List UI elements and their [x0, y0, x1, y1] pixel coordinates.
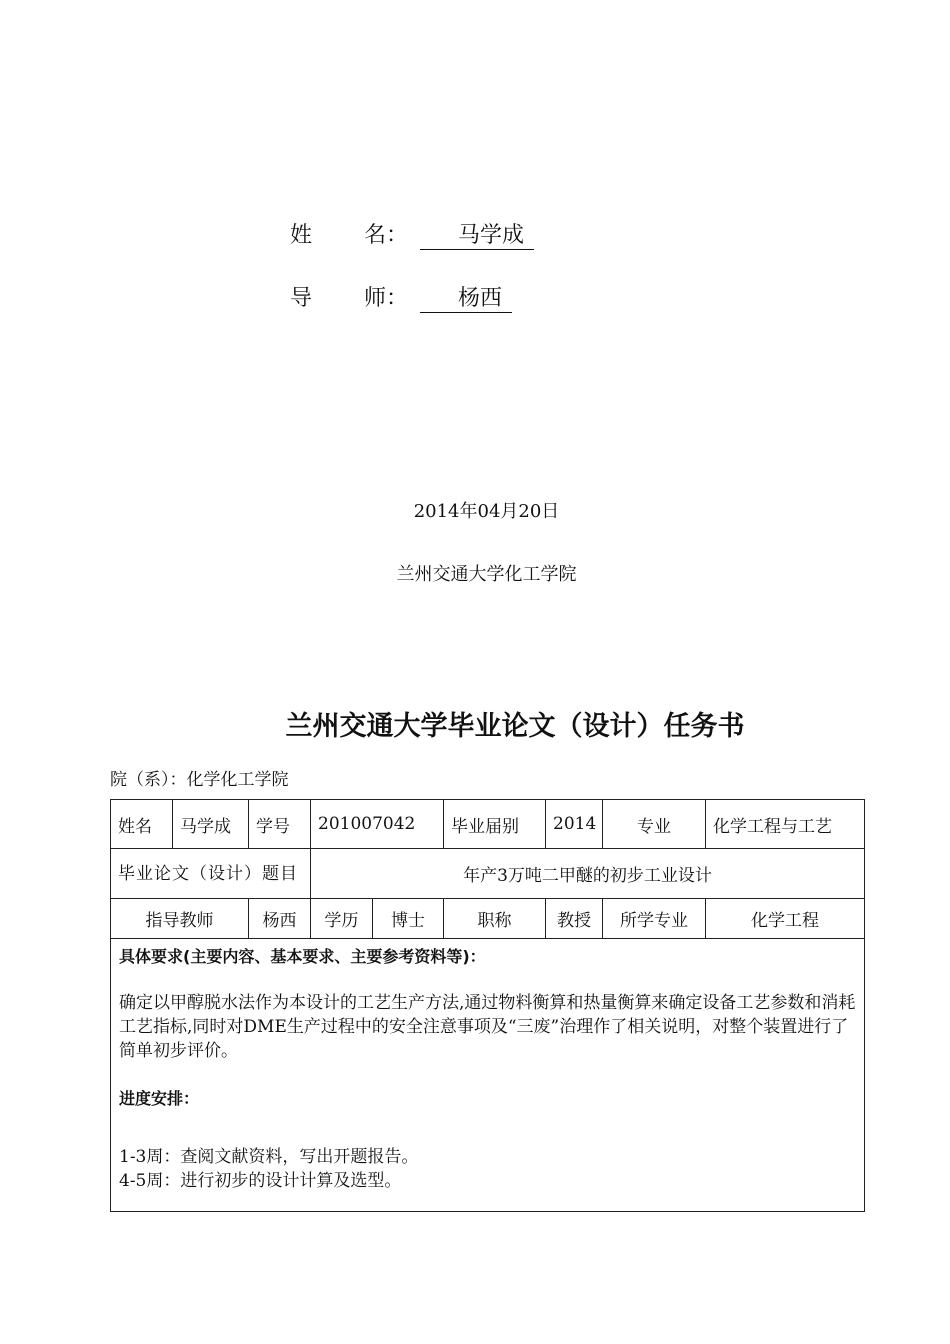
schedule-list [119, 1145, 856, 1193]
progress-heading: 进度安排： [119, 1089, 200, 1108]
topic-value: 年产3万吨二甲醚的初步工业设计 [311, 849, 865, 899]
degree-label: 学历 [311, 899, 373, 939]
cover-advisor-line [290, 284, 512, 314]
department-line: 院（系）：化学化工学院 [110, 770, 289, 790]
title-value: 教授 [546, 899, 603, 939]
schedule-item: 4-5周：进行初步的设计计算及选型。 [119, 1171, 402, 1191]
class-year-label: 毕业届别 [444, 800, 546, 849]
cover-name-line [290, 221, 534, 251]
schedule-item: 1-3周：查阅文献资料，写出开题报告。 [119, 1147, 419, 1167]
cover-advisor-label-a: 导 [290, 286, 313, 311]
class-year-value: 2014 [546, 800, 603, 849]
advisor-value: 杨西 [249, 899, 311, 939]
name-label: 姓名 [111, 800, 173, 849]
cover-name-label-a: 姓 [290, 223, 313, 248]
field-value: 化学工程 [706, 899, 865, 939]
cover-name-label-b: 名： [364, 223, 409, 248]
student-id-label: 学号 [249, 800, 311, 849]
table-row-advisor [111, 899, 865, 939]
cover-college: 兰州交通大学化工学院 [396, 564, 577, 585]
requirements-heading: 具体要求(主要内容、基本要求、主要参考资料等)： [119, 947, 486, 966]
title-label: 职称 [444, 899, 546, 939]
table-row-topic [111, 849, 865, 899]
cover-advisor-label-b: 师： [364, 286, 409, 311]
degree-value: 博士 [373, 899, 444, 939]
topic-label: 毕业论文（设计）题目 [111, 849, 311, 899]
major-label: 专业 [603, 800, 706, 849]
cover-date: 2014年04月20日 [413, 501, 560, 522]
cover-name-label [290, 221, 420, 251]
name-value: 马学成 [173, 800, 249, 849]
student-id-value: 201007042 [311, 800, 444, 849]
cover-advisor-value: 杨西 [420, 286, 512, 313]
task-title: 兰州交通大学毕业论文（设计）任务书 [285, 711, 745, 742]
table-row-content [111, 939, 865, 1212]
field-label: 所学专业 [603, 899, 706, 939]
major-value: 化学工程与工艺 [706, 800, 865, 849]
advisor-label: 指导教师 [111, 899, 249, 939]
task-table [110, 799, 865, 1212]
requirements-text: 确定以甲醇脱水法作为本设计的工艺生产方法,通过物料衡算和热量衡算来确定设备工艺参数和消耗工艺指标,同时对DME生产过程中的安全注意事项及“三废”治理作了相关说明，对整个装置进行了简单初步评价。 [119, 993, 856, 1061]
table-row-student [111, 800, 865, 849]
content-cell [111, 939, 865, 1212]
cover-advisor-label [290, 284, 420, 314]
cover-name-value: 马学成 [420, 223, 534, 250]
